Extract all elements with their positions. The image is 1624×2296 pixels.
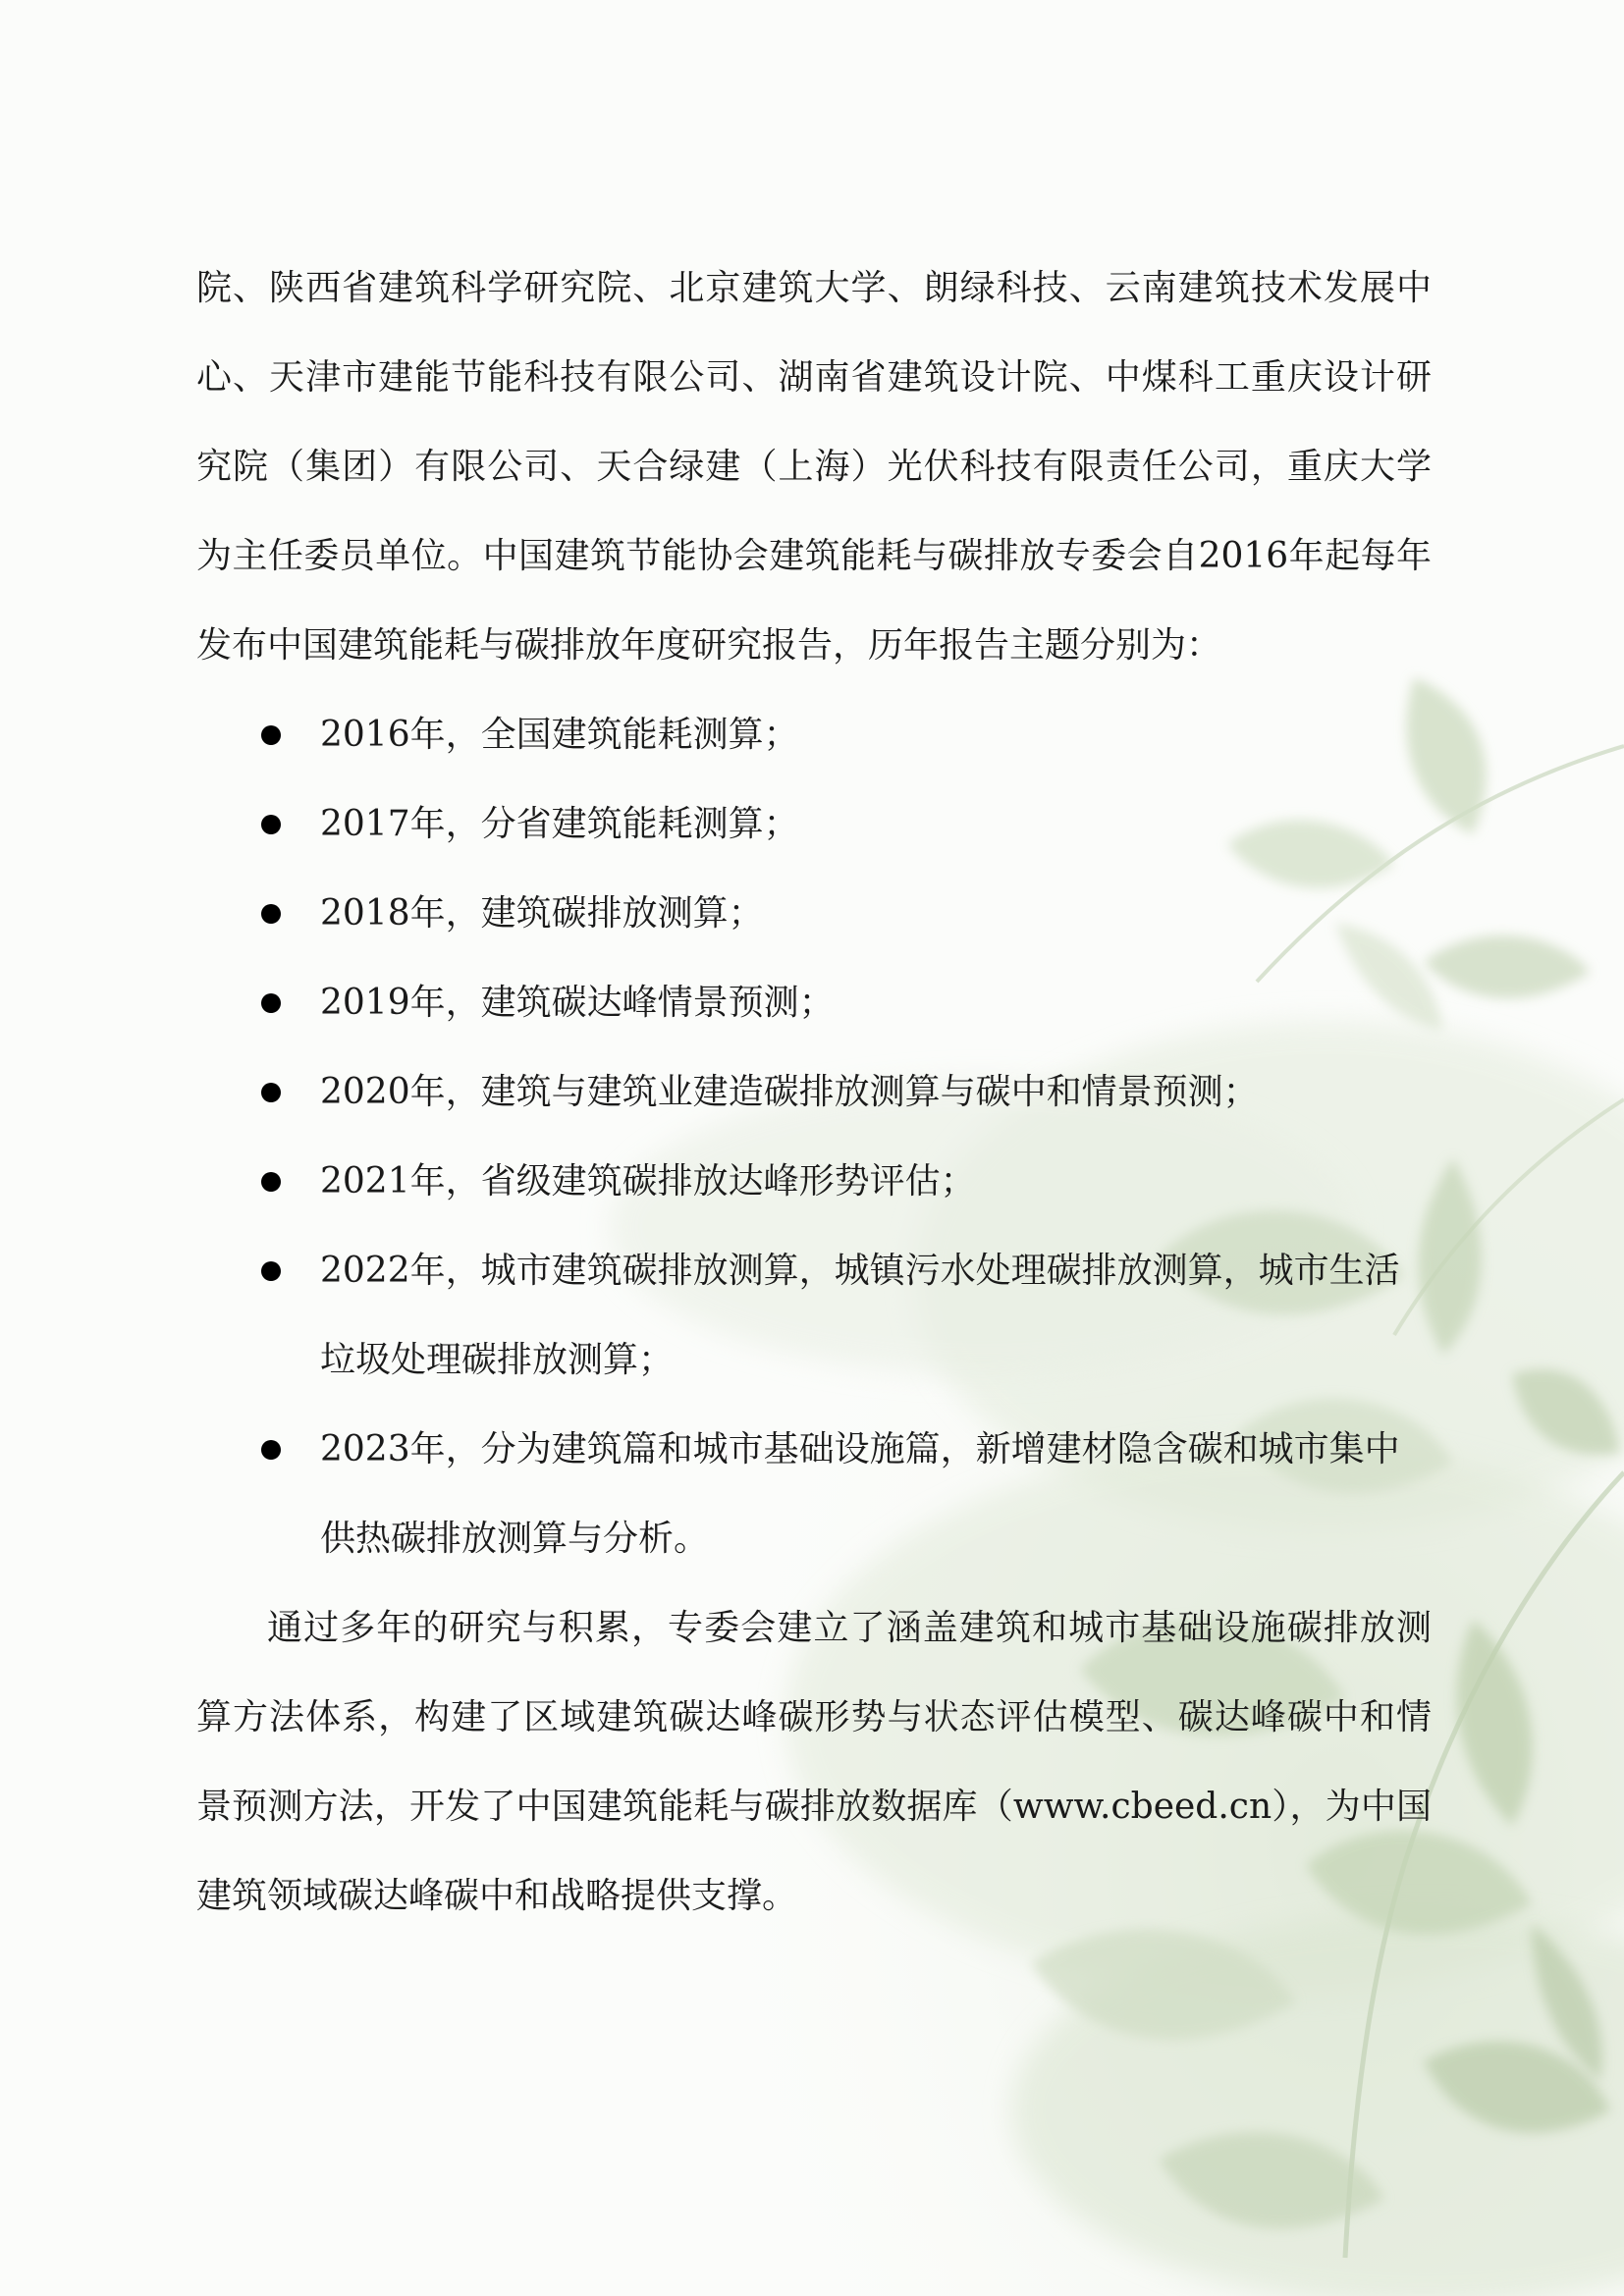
bullet-icon <box>261 1172 281 1192</box>
list-item-text: 2016年，全国建筑能耗测算； <box>320 715 799 755</box>
list-item <box>196 690 1432 779</box>
list-item-text: 2020年，建筑与建筑业建造碳排放测算与碳中和情景预测； <box>320 1072 1259 1112</box>
closing-paragraph: 通过多年的研究与积累，专委会建立了涵盖建筑和城市基础设施碳排放测算方法体系，构建了区域建筑碳达峰碳形势与状态评估模型、碳达峰碳中和情景预测方法，开发了中国建筑能耗与碳排放数据库（www.cbeed.cn），为中国建筑领域碳达峰碳中和战略提供支撑。 <box>196 1608 1432 1916</box>
bullet-icon <box>261 1440 281 1460</box>
list-item-text: 2018年，建筑碳排放测算； <box>320 893 764 934</box>
bullet-icon <box>261 993 281 1013</box>
list-item <box>196 869 1432 958</box>
list-item-text: 2021年，省级建筑碳排放达峰形势评估； <box>320 1161 976 1201</box>
bullet-icon <box>261 815 281 834</box>
list-item <box>196 1405 1432 1583</box>
list-item-text: 2022年，城市建筑碳排放测算，城镇污水处理碳排放测算，城市生活垃圾处理碳排放测算； <box>320 1251 1400 1380</box>
bullet-icon <box>261 1261 281 1281</box>
list-item <box>196 779 1432 869</box>
list-item-text: 2017年，分省建筑能耗测算； <box>320 804 799 844</box>
list-item-text: 2023年，分为建筑篇和城市基础设施篇，新增建材隐含碳和城市集中供热碳排放测算与分析。 <box>320 1429 1400 1559</box>
intro-paragraph: 院、陕西省建筑科学研究院、北京建筑大学、朗绿科技、云南建筑技术发展中心、天津市建能节能科技有限公司、湖南省建筑设计院、中煤科工重庆设计研究院（集团）有限公司、天合绿建（上海）光伏科技有限责任公司，重庆大学为主任委员单位。中国建筑节能协会建筑能耗与碳排放专委会自2016年起每年发布中国建筑能耗与碳排放年度研究报告，历年报告主题分别为： <box>196 268 1432 666</box>
document-body <box>196 243 1432 1941</box>
bullet-icon <box>261 1083 281 1102</box>
list-item <box>196 1047 1432 1137</box>
bullet-icon <box>261 725 281 745</box>
bullet-icon <box>261 904 281 924</box>
list-item-text: 2019年，建筑碳达峰情景预测； <box>320 983 835 1023</box>
list-item <box>196 958 1432 1047</box>
report-topics-list <box>196 690 1432 1583</box>
list-item <box>196 1226 1432 1405</box>
list-item <box>196 1137 1432 1226</box>
